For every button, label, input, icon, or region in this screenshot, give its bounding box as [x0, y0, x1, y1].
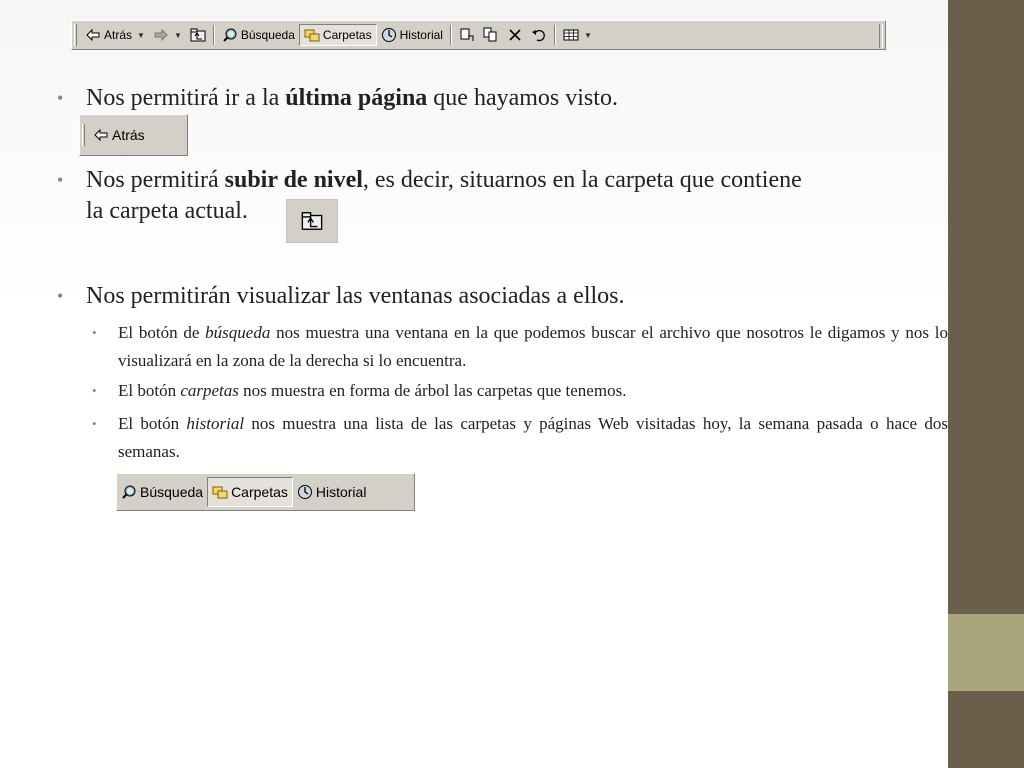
toolbar-grip — [74, 24, 77, 46]
toolbar-separator — [213, 25, 215, 45]
history-button-label: Historial — [399, 28, 443, 42]
move-to-button[interactable] — [455, 24, 479, 46]
back-arrow-icon — [93, 127, 109, 143]
folders-icon — [212, 484, 228, 500]
search-button[interactable] — [218, 24, 299, 46]
move-to-icon — [459, 27, 475, 43]
bullet-marker: • — [92, 383, 97, 398]
folder-up-icon — [190, 27, 206, 43]
sub-bullet-folders-text: El botón carpetas nos muestra en forma de árbol las carpetas que tenemos. — [118, 381, 627, 400]
search-button-sample-label: Búsqueda — [140, 484, 204, 500]
bullet-views-text: Nos permitirán visualizar las ventanas asociadas a ellos. — [86, 283, 625, 309]
sub-bullet-search — [92, 319, 948, 375]
folders-button-sample[interactable] — [207, 477, 293, 507]
search-icon — [222, 27, 238, 43]
history-icon — [297, 484, 313, 500]
bullet-up-level-text: Nos permitirá subir de nivel, es decir, situarnos en la carpeta que contiene la carpeta actual. — [86, 167, 802, 224]
forward-arrow-icon — [153, 27, 169, 43]
bullet-marker: • — [57, 88, 64, 108]
back-button-label: Atrás — [104, 28, 133, 42]
search-button-sample[interactable] — [117, 481, 207, 503]
search-button-label: Búsqueda — [240, 28, 295, 42]
folders-icon — [304, 27, 320, 43]
up-button[interactable] — [186, 24, 210, 46]
folders-button[interactable] — [299, 24, 377, 46]
copy-to-icon — [483, 27, 499, 43]
delete-icon — [507, 27, 523, 43]
folder-up-icon — [300, 210, 324, 232]
back-button-example — [79, 114, 188, 156]
bullet-back-text: Nos permitirá ir a la última página que hayamos visto. — [86, 85, 618, 111]
forward-dropdown-icon[interactable]: ▼ — [173, 30, 182, 40]
search-icon — [121, 484, 137, 500]
back-button-sample[interactable] — [89, 124, 149, 146]
bullet-views — [57, 281, 937, 313]
bullet-marker: • — [92, 325, 97, 340]
sub-bullet-search-text: El botón de búsqueda nos muestra una ventana en la que podemos buscar el archivo que nosotros le digamos y nos lo visualizará en la zona de la derecha si lo encuentra. — [118, 323, 948, 370]
bullet-marker: • — [57, 286, 64, 306]
back-button[interactable] — [81, 24, 149, 46]
undo-button[interactable] — [527, 24, 551, 46]
decorative-sidebar-accent — [948, 614, 1024, 691]
bullet-up-level — [57, 165, 948, 229]
history-button-sample-label: Historial — [315, 484, 367, 500]
toolbar-separator — [450, 25, 452, 45]
sub-bullet-history-text: El botón historial nos muestra una lista de las carpetas y páginas Web visitadas hoy, la semana pasada o hace dos semanas. — [118, 414, 948, 461]
history-button-sample[interactable] — [293, 481, 371, 503]
toolbar-grip — [82, 124, 85, 146]
history-button[interactable] — [377, 24, 447, 46]
folders-button-sample-label: Carpetas — [231, 484, 288, 500]
sub-bullet-folders — [92, 377, 948, 405]
history-icon — [381, 27, 397, 43]
copy-to-button[interactable] — [479, 24, 503, 46]
undo-icon — [531, 27, 547, 43]
toolbar-separator — [554, 25, 556, 45]
views-buttons-example — [116, 473, 415, 511]
folders-button-label: Carpetas — [322, 28, 372, 42]
back-button-sample-label: Atrás — [112, 127, 145, 143]
views-icon — [563, 27, 579, 43]
bullet-back — [57, 83, 937, 115]
forward-button[interactable] — [149, 24, 186, 46]
views-button[interactable] — [559, 24, 596, 46]
delete-button[interactable] — [503, 24, 527, 46]
up-button-example — [286, 199, 338, 243]
explorer-toolbar — [71, 20, 886, 50]
toolbar-edge — [879, 24, 883, 48]
sub-bullet-history — [92, 410, 948, 466]
bullet-marker: • — [92, 416, 97, 431]
views-dropdown-icon[interactable]: ▼ — [583, 30, 592, 40]
back-dropdown-icon[interactable]: ▼ — [137, 30, 145, 40]
back-arrow-icon — [85, 27, 101, 43]
bullet-marker: • — [57, 170, 64, 190]
